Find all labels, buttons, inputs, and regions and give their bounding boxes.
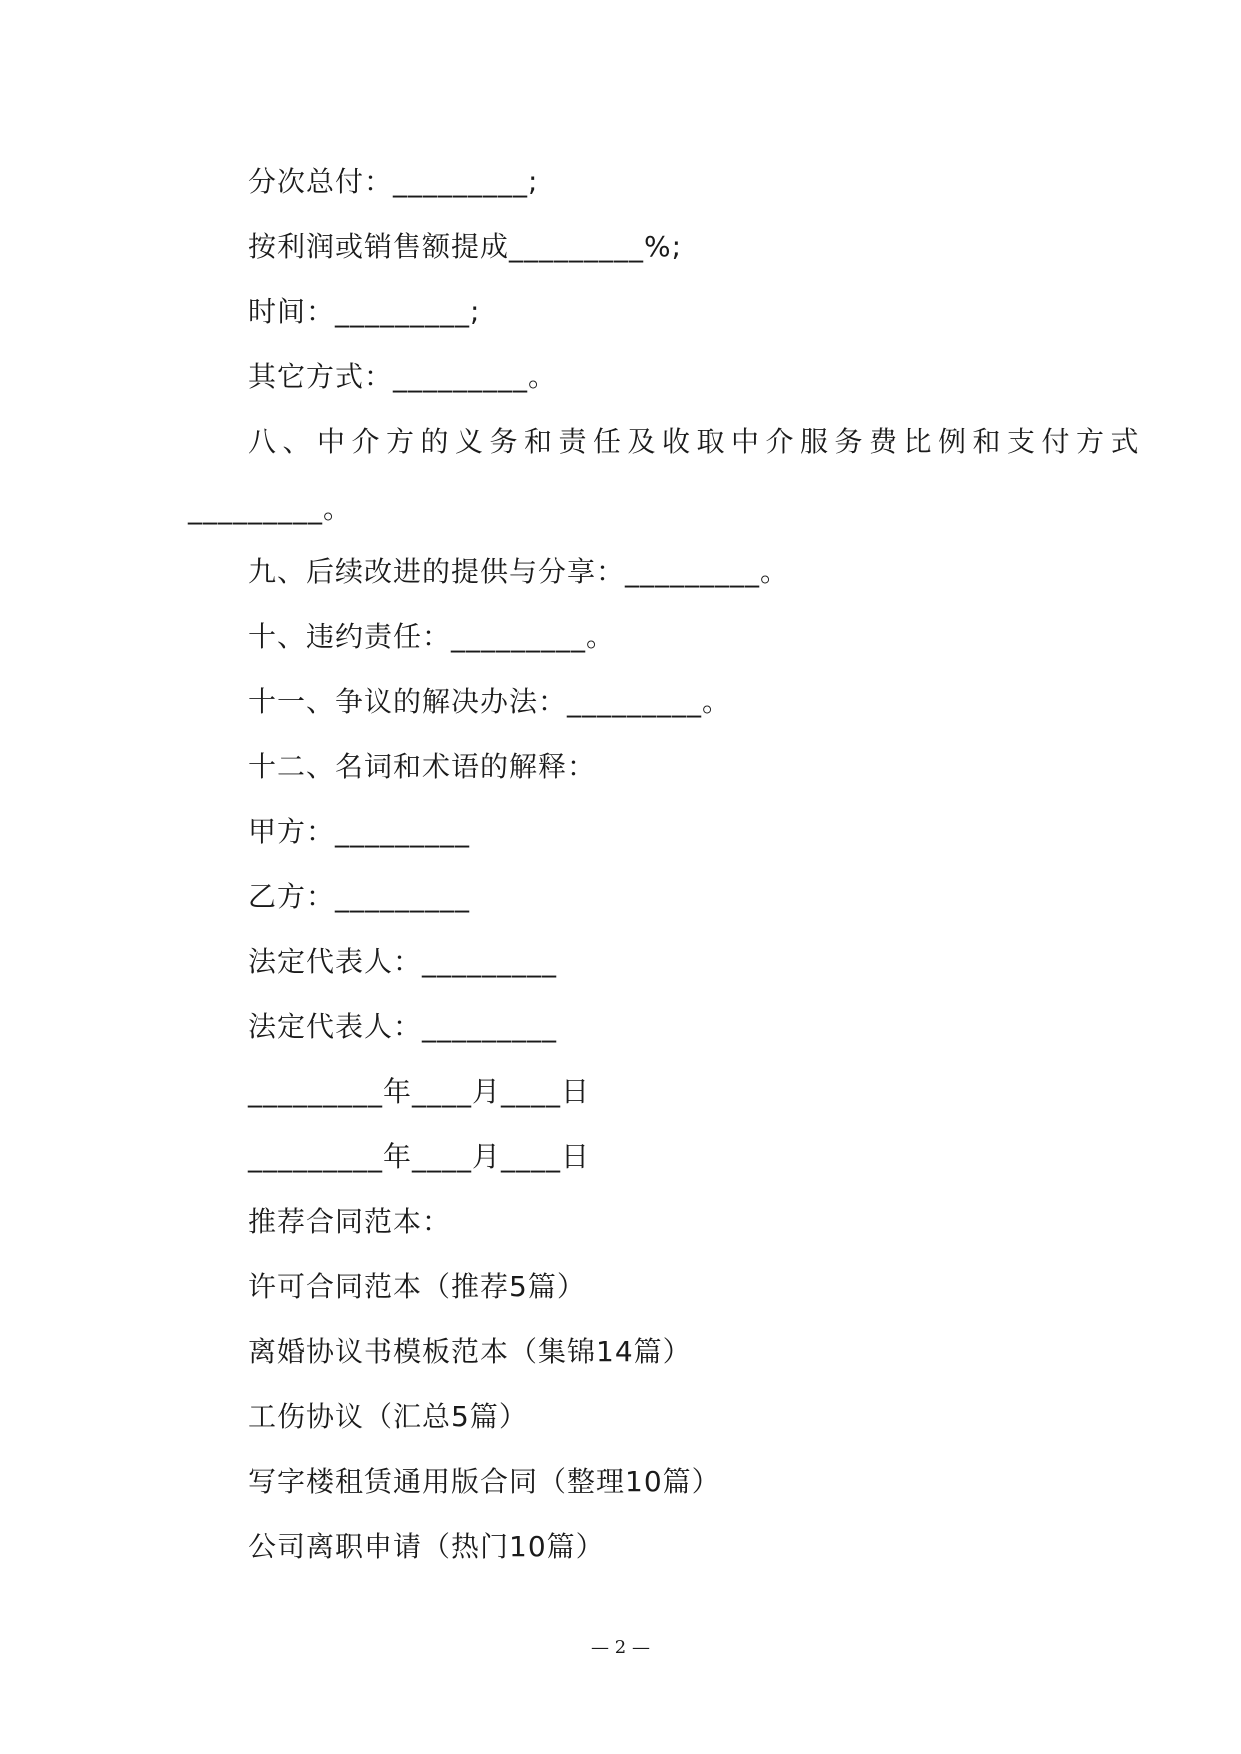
text-line-recommended-heading: 推荐合同范本：: [248, 1205, 452, 1238]
text-line-time: 时间：_________;: [248, 295, 481, 328]
text-line-section-11: 十一、争议的解决办法：_________。: [248, 685, 732, 718]
text-line-installment-payment: 分次总付：_________;: [248, 165, 539, 198]
text-line-section-9: 九、后续改进的提供与分享：_________。: [248, 555, 790, 588]
text-line-section-10: 十、违约责任：_________。: [248, 620, 616, 653]
text-line-other-methods: 其它方式：_________。: [248, 360, 558, 393]
text-line-section-8: 八、中介方的义务和责任及收取中介服务费比例和支付方式: [248, 425, 1146, 458]
recommended-item-2: 离婚协议书模板范本（集锦14篇）: [248, 1335, 692, 1368]
recommended-item-4: 写字楼租赁通用版合同（整理10篇）: [248, 1465, 721, 1498]
recommended-item-3: 工伤协议（汇总5篇）: [248, 1400, 528, 1433]
page-number: — 2 —: [591, 1637, 650, 1658]
text-line-party-b: 乙方：_________: [248, 880, 471, 913]
text-line-profit-commission: 按利润或销售额提成_________%;: [248, 230, 683, 263]
text-line-legal-rep-1: 法定代表人：_________: [248, 945, 558, 978]
text-line-section-8-continued: _________。: [188, 492, 353, 525]
text-line-date-2: _________年____月____日: [248, 1140, 591, 1173]
recommended-item-1: 许可合同范本（推荐5篇）: [248, 1270, 586, 1303]
text-line-legal-rep-2: 法定代表人：_________: [248, 1010, 558, 1043]
text-line-party-a: 甲方：_________: [248, 815, 471, 848]
text-line-date-1: _________年____月____日: [248, 1075, 591, 1108]
recommended-item-5: 公司离职申请（热门10篇）: [248, 1530, 605, 1563]
text-line-section-12: 十二、名词和术语的解释：: [248, 750, 597, 783]
